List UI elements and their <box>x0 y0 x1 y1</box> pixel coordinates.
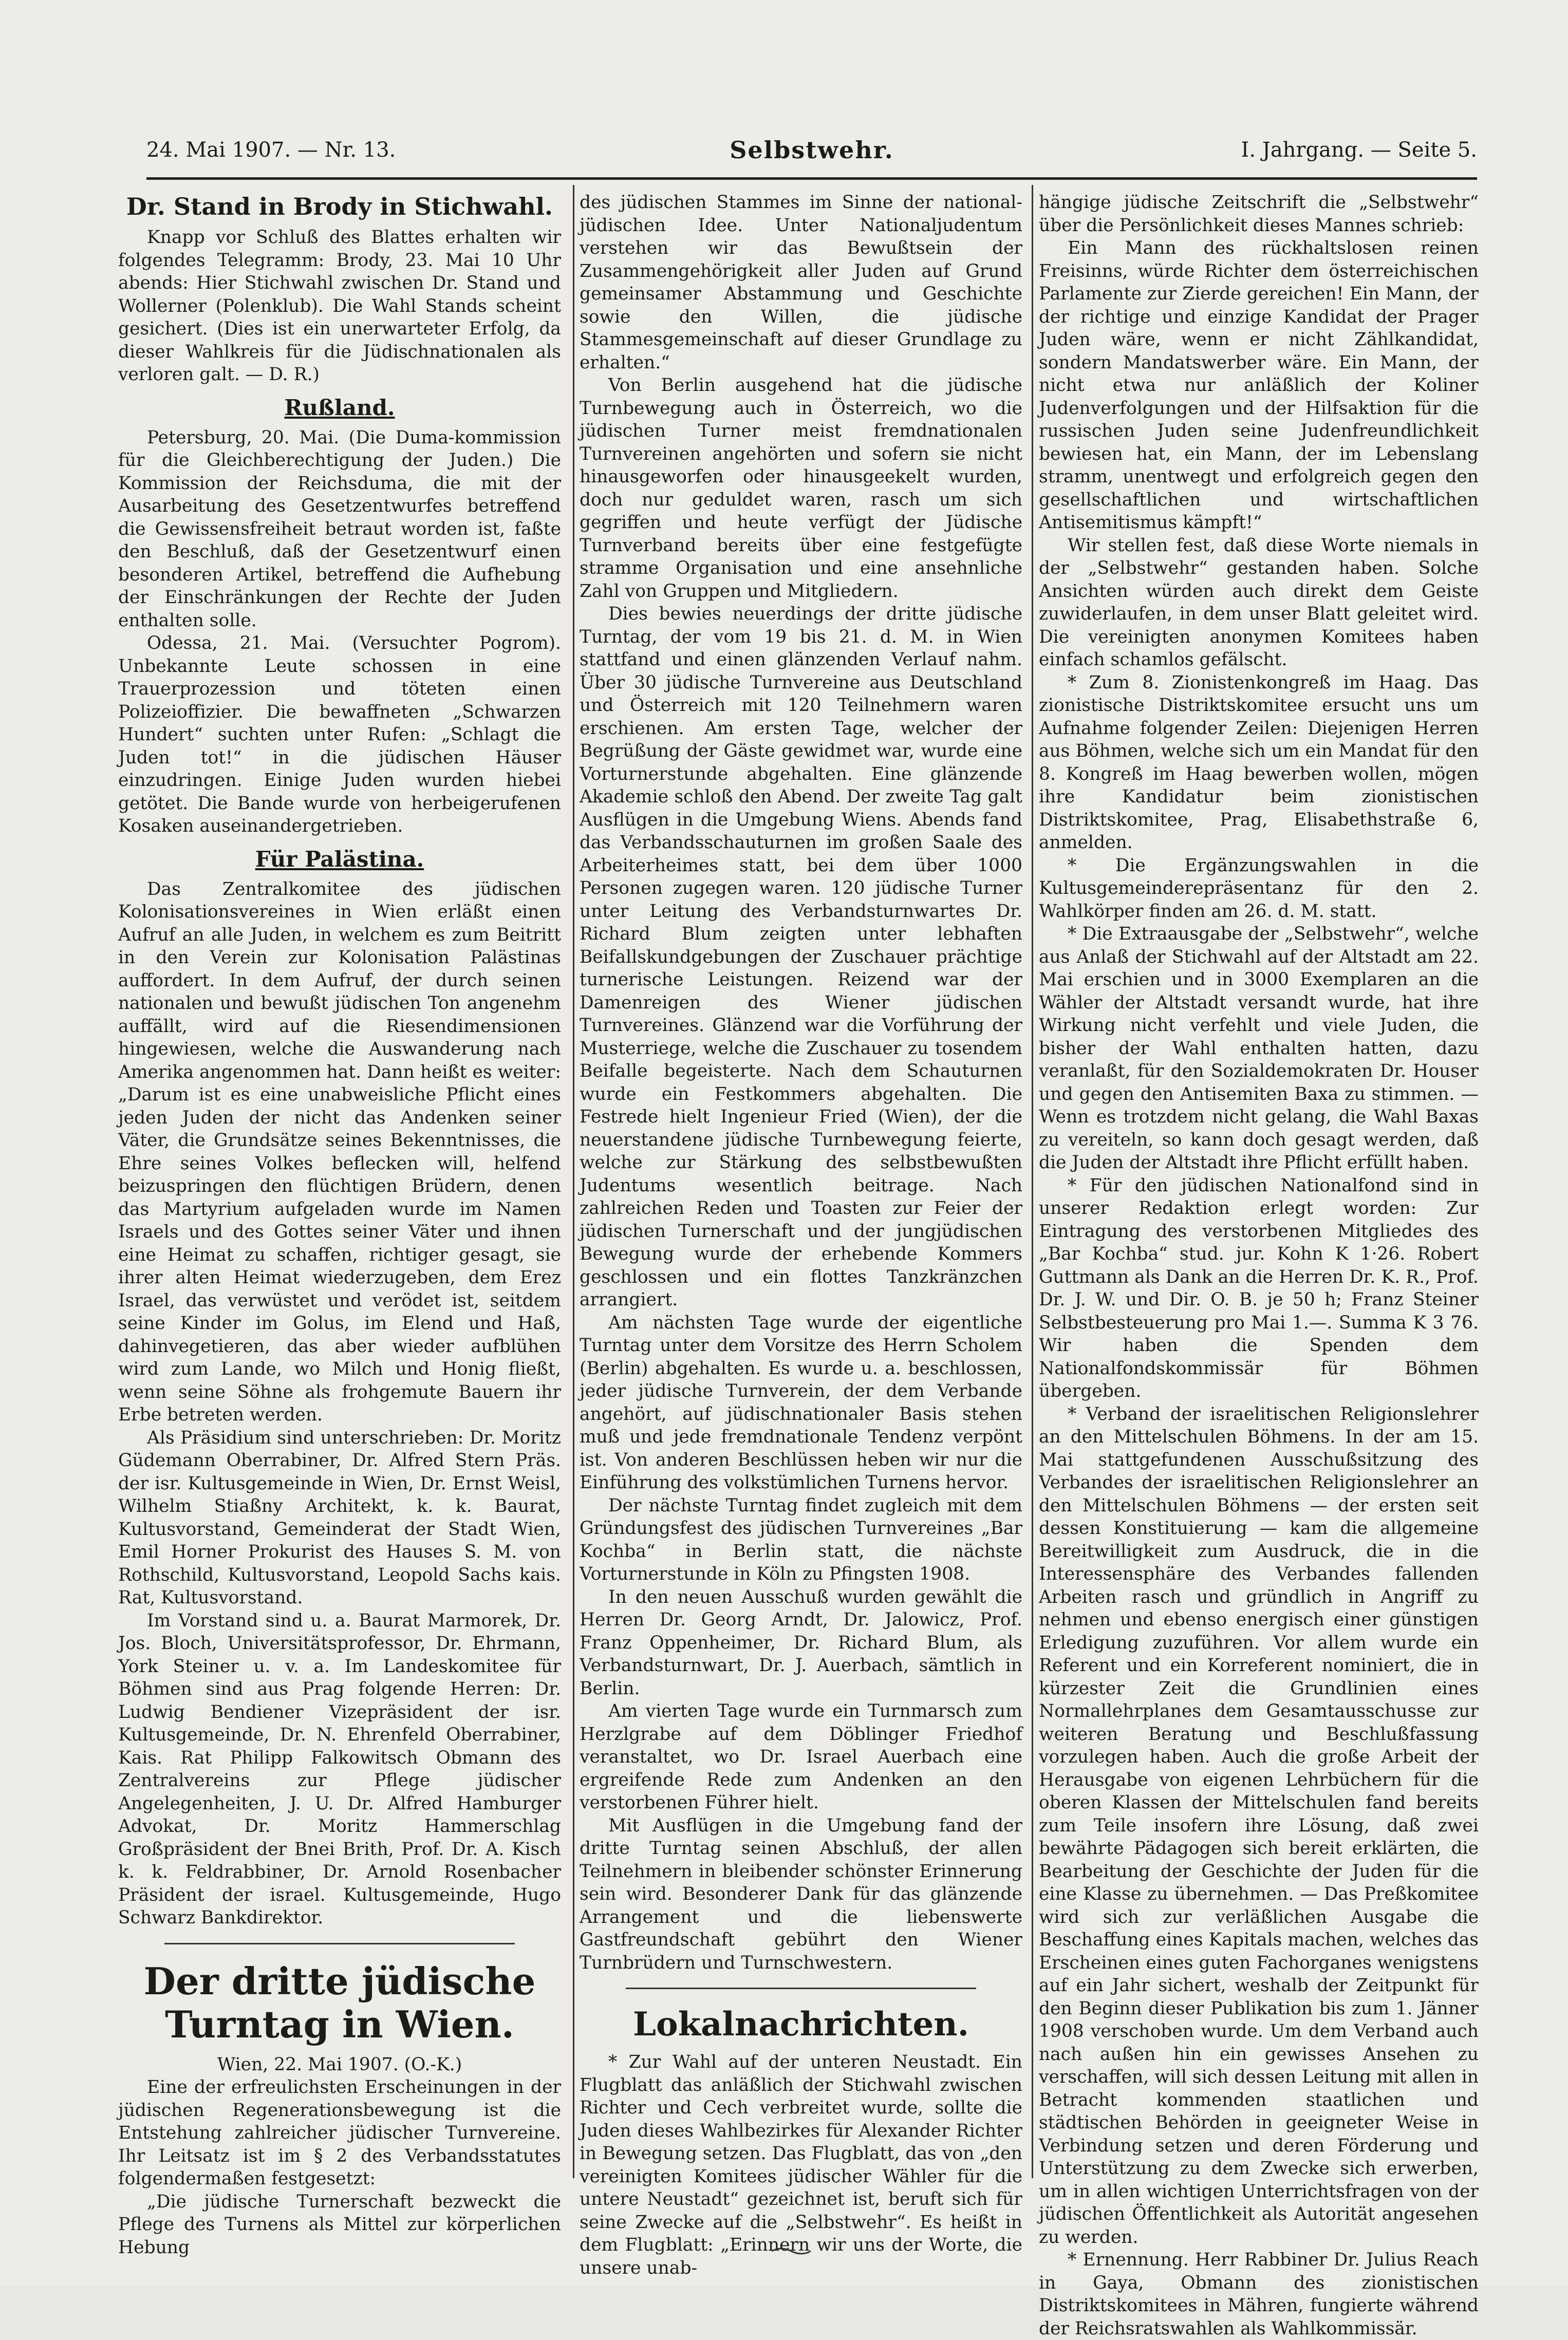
turntag-continued-2: Von Berlin ausgehend hat die jüdische Turnbewegung auch in Österreich, wo die jüdischen Turner meist fremdnationalen Turnvereinen angehörten und sofern sie nicht hinausgeworfen oder hinausgeekelt wurden, doch nur geduldet waren, rasch um sich gegriffen und heute verfügt der Jüdische Turnverband bereits über eine festgefügte stramme Organisation und eine ansehnliche Zahl von Gruppen und Mitgliedern. <box>580 375 1022 602</box>
column-divider-2 <box>1032 185 1033 2178</box>
ornament-mark <box>771 2245 812 2257</box>
turntag-continued-4: Am nächsten Tage wurde der eigentliche Turntag unter dem Vorsitze des Herrn Scholem (Berlin) abgehalten. Es wurde u. a. beschlossen, jeder jüdische Turnverein, der dem Verbande angehört, auf jüdischnationaler Basis stehen muß und jede fremdnationale Tendenz verpönt ist. Von anderen Beschlüssen heben wir nur die Einführung des volkstümlichen Turnens hervor. <box>580 1312 1022 1493</box>
stand-headline: Dr. Stand in Brody in Stichwahl. <box>126 193 553 220</box>
masthead-title: Selbstwehr. <box>730 136 894 164</box>
turntag-dateline: Wien, 22. Mai 1907. (O.-K.) <box>217 2054 462 2075</box>
page-header <box>146 135 1477 171</box>
column-1 <box>118 191 561 2258</box>
lokal-paragraph-1: * Zur Wahl auf der unteren Neustadt. Ein Flugblatt das anläßlich der Stichwahl zwischen Richter und Cech verbreitet wurde, sollte die Juden dieses Wahlbezirkes für Alexander Richter in Bewegung setzen. Das Flugblatt, das von „den vereinigten Komitees jüdischer Wähler für die untere Neustadt“ gezeichnet ist, beruft sich für seine Zwecke auf die „Selbstwehr“. Es heißt in dem Flugblatt: „Erinnern wir uns der Worte, die unsere unab- <box>580 2052 1022 2278</box>
turntag-continued-6: In den neuen Ausschuß wurden gewählt die Herren Dr. Georg Arndt, Dr. Jalowicz, Prof. Franz Oppenheimer, Dr. Richard Blum, als Verbandsturnwart, Dr. J. Auerbach, sämtlich in Berlin. <box>580 1586 1022 1699</box>
turntag-continued-3: Dies bewies neuerdings der dritte jüdische Turntag, der vom 19 bis 21. d. M. in Wien stattfand und einen glänzenden Verlauf nahm. Über 30 jüdische Turnvereine aus Deutschland und Österreich mit 120 Teilnehmern waren erschienen. Am ersten Tage, welcher der Begrüßung der Gäste gewidmet war, wurde eine Vorturnerstunde abgehalten. Eine glänzende Akademie schloß den Abend. Der zweite Tag galt Ausflügen in die Umgebung Wiens. Abends fand das Verbandsschauturnen im großen Saale des Arbeiterheimes statt, bei dem über 1000 Personen zugegen waren. 120 jüdische Turner unter Leitung des Verbandsturnwartes Dr. Richard Blum zeigten unter lebhaften Beifallskundgebungen der Zuschauer prächtige turnerische Leistungen. Reizend war der Damenreigen des Wiener jüdischen Turnvereines. Glänzend war die Vorführung der Musterriege, welche die Zuschauer zu tosendem Beifalle begeisterte. Nach dem Schauturnen wurde ein Festkommers abgehalten. Die Festrede hielt Ingenieur Fried (Wien), der die neuerstandene jüdische Turnbewegung feierte, welche zur Stärkung des selbstbewußten Judentums wesentlich beitrage. Nach zahlreichen Reden und Toasten zur Feier der jüdischen Turnerschaft und der jungjüdischen Bewegung wurde der erhebende Kommers geschlossen und ein flottes Tanzkränzchen arrangiert. <box>580 604 1022 1310</box>
turntag-continued-8: Mit Ausflügen in die Umgebung fand der dritte Turntag seinen Abschluß, der allen Teilnehmern in bleibender schönster Erinnerung sein wird. Besonderer Dank für das glänzende Arrangement und die liebenswerte Gastfreundschaft gebührt den Wiener Turnbrüdern und Turnschwestern. <box>580 1815 1022 1973</box>
palaestina-paragraph-3: Im Vorstand sind u. a. Baurat Marmorek, Dr. Jos. Bloch, Universitätsprofessor, Dr. Ehrmann, York Steiner u. v. a. Im Landeskomitee für Böhmen sind aus Prag folgende Herren: Dr. Ludwig Bendiener Vizepräsident der isr. Kultusgemeinde, Dr. N. Ehrenfeld Oberrabiner, Kais. Rat Philipp Falkowitsch Obmann des Zentralvereins zur Pflege jüdischer Angelegenheiten, J. U. Dr. Alfred Hamburger Advokat, Dr. Moritz Hammerschlag Großpräsident der Bnei Brith, Prof. Dr. A. Kisch k. k. Feldrabbiner, Dr. Arnold Rosenbacher Präsident der israel. Kultusgemeinde, Hugo Schwarz Bankdirektor. <box>118 1610 561 1928</box>
odessa-article: Odessa, 21. Mai. (Versuchter Pogrom). Unbekannte Leute schossen in eine Trauerprozession und töteten einen Polizeioffizier. Die bewaffneten „Schwarzen Hundert“ suchten unter Rufen: „Schlagt die Juden tot!“ in die jüdischen Häuser einzudringen. Einige Juden wurden hiebei getötet. Die Bande wurde von herbeigerufenen Kosaken auseinandergetrieben. <box>118 633 561 836</box>
lokal-quote: Ein Mann des rückhaltslosen reinen Freisinns, würde Richter dem österreichischen Parlamente zur Zierde gereichen! Ein Mann, der der richtige und einzige Kandidat der Prager Juden wäre, wenn er nicht Zählkandidat, sondern Mandatswerber wäre. Ein Mann, der nicht etwa nur anläßlich der Koliner Judenverfolgungen und der Hilfsaktion für die russischen Juden seine Judenfreundlichkeit bewiesen hat, ein Mann, der im Lebenslang stramm, unentwegt und erfolgreich gegen den gesellschaftlichen und wirtschaftlichen Antisemitismus kämpft!“ <box>1039 238 1479 533</box>
petersburg-article: Petersburg, 20. Mai. (Die Duma-kommission für die Gleichberechtigung der Juden.) Die Kommission der Reichsduma, die mit der Ausarbeitung des Gesetzentwurfes betreffend die Gewissensfreiheit betraut worden ist, faßte den Beschluß, daß der Gesetzentwurf einen besonderen Artikel, betreffend die Aufhebung der Einschränkungen der Rechte der Juden enthalten solle. <box>118 427 561 631</box>
turntag-continued-5: Der nächste Turntag findet zugleich mit dem Gründungsfest des jüdischen Turnvereines „Bar Kochba“ in Berlin statt, die nächste Vorturnerstunde in Köln zu Pfingsten 1908. <box>580 1495 1022 1584</box>
stand-article: Knapp vor Schluß des Blattes erhalten wir folgendes Telegramm: Brody, 23. Mai 10 Uhr abends: Hier Stichwahl zwischen Dr. Stand und Wollerner (Polenklub). Die Wahl Stands scheint gesichert. (Dies ist ein unerwarteter Erfolg, da dieser Wahlkreis für die Jüdischnationalen als verloren galt. — D. R.) <box>118 227 561 385</box>
turntag-paragraph-2: „Die jüdische Turnerschaft bezweckt die Pflege des Turnens als Mittel zur körperlichen Hebung <box>118 2191 561 2258</box>
column-2 <box>580 191 1022 2278</box>
column-3 <box>1039 191 1479 2339</box>
lokal-continued-2: Wir stellen fest, daß diese Worte niemals in der „Selbstwehr“ gestanden haben. Solche Ansichten würden auch direkt dem Geiste zuwiderlaufen, in dem unser Blatt geleitet wird. Die vereinigten anonymen Komitees haben einfach schamlos gefälscht. <box>1039 535 1479 670</box>
turntag-headline: Der dritte jüdische Turntag in Wien. <box>143 1959 536 2046</box>
palaestina-heading: Für Palästina. <box>255 846 424 872</box>
turntag-paragraph-1: Eine der erfreulichsten Erscheinungen in der jüdischen Regenerationsbewegung ist die Entstehung zahlreicher jüdischer Turnvereine. Ihr Leitsatz ist im § 2 des Verbandsstatutes folgendermaßen festgesetzt: <box>118 2077 561 2189</box>
ernennung-item: * Ernennung. Herr Rabbiner Dr. Julius Reach in Gaya, Obmann des zionistischen Distriktskomitees in Mähren, fungierte während der Reichsratswahlen als Wahlkommissär. <box>1039 2250 1479 2339</box>
issue-date: 24. Mai 1907. — Nr. 13. <box>146 138 396 162</box>
header-rule <box>146 177 1477 180</box>
nationalfond-item: * Für den jüdischen Nationalfond sind in unserer Redaktion erlegt worden: Zur Eintragung des verstorbenen Mitgliedes des „Bar Kochba“ stud. jur. Kohn K 1·26. Robert Guttmann als Dank an die Herren Dr. K. R., Prof. Dr. J. W. und Dir. O. B. je 50 h; Franz Steiner Selbstbesteuerung pro Mai 1.—. Summa K 3 76. Wir haben die Spenden dem Nationalfondskommissär für Böhmen übergeben. <box>1039 1175 1479 1401</box>
zionistenkongress-item: * Zum 8. Zionistenkongreß im Haag. Das zionistische Distriktskomitee ersucht uns um Aufnahme folgender Zeilen: Diejenigen Herren aus Böhmen, welche sich um ein Mandat für den 8. Kongreß im Haag bewerben wollen, mögen ihre Kandidatur beim zionistischen Distriktskomitee, Prag, Elisabethstraße 6, anmelden. <box>1039 672 1479 853</box>
russland-heading: Rußland. <box>284 395 395 420</box>
turntag-continued-7: Am vierten Tage wurde ein Turnmarsch zum Herzlgrabe auf dem Döblinger Friedhof veranstaltet, wo Dr. Israel Auerbach eine ergreifende Rede zum Andenken an den verstorbenen Führer hielt. <box>580 1701 1022 1813</box>
lokal-continued-1: hängige jüdische Zeitschrift die „Selbstwehr“ über die Persönlichkeit dieses Mannes schrieb: <box>1039 192 1479 236</box>
article-separator <box>164 1943 515 1944</box>
article-separator-2 <box>626 1988 976 1989</box>
religionslehrer-item: * Verband der israelitischen Religionslehrer an den Mittelschulen Böhmens. In der am 15. Mai stattgefundenen Ausschußsitzung des Verbandes der israelitischen Religionslehrer an den Mittelschulen Böhmens — der ersten seit dessen Konstituierung — kam die allgemeine Bereitwilligkeit zum Ausdruck, die in die Interessensphäre des Verbandes fallenden Arbeiten rasch und gründlich in Angriff zu nehmen und ebenso energisch einer günstigen Erledigung zuzuführen. Vor allem wurde ein Referent und ein Korreferent nominiert, die in kürzester Zeit die Grundlinien eines Normallehrplanes dem Gesamtausschusse zur weiteren Beratung und Beschlußfassung vorzulegen haben. Auch die große Arbeit der Herausgabe von eigenen Lehrbüchern für die oberen Klassen der Mittelschulen fand bereits zum Teile insofern ihre Lösung, daß zwei bewährte Pädagogen sich bereit erklärten, die Bearbeitung der Geschichte der Juden für die eine Klasse zu übernehmen. — Das Preßkomitee wird sich zur verläßlichen Ausgabe die Beschaffung eines Kapitals machen, welches das Erscheinen eines guten Fachorganes wenigstens auf ein Jahr sichert, weshalb der Zeitpunkt für den Beginn dieser Publikation bis zum 1. Jänner 1908 verschoben wurde. Um dem Verband auch nach außen hin ein gewisses Ansehen zu verschaffen, will sich dessen Leitung mit allen in Betracht kommenden staatlichen und städtischen Behörden in geeigneter Weise in Verbindung setzen und deren Förderung und Unterstützung zu dem Zwecke sich erwerben, um in allen wichtigen Unterrichtsfragen von der jüdischen Öffentlichkeit als Autorität angesehen zu werden. <box>1039 1403 1479 2248</box>
ergaenzungswahlen-item: * Die Ergänzungswahlen in die Kultusgemeinderepräsentanz für den 2. Wahlkörper finden am 26. d. M. statt. <box>1039 855 1479 922</box>
palaestina-paragraph-2: Als Präsidium sind unterschrieben: Dr. Moritz Güdemann Oberrabiner, Dr. Alfred Stern Präs. der isr. Kultusgemeinde in Wien, Dr. Ernst Weisl, Wilhelm Stiaßny Architekt, k. k. Baurat, Kultusvorstand, Gemeinderat der Stadt Wien, Emil Horner Prokurist des Hauses S. M. von Rothschild, Kultusvorstand, Leopold Sachs kais. Rat, Kultusvorstand. <box>118 1427 561 1608</box>
palaestina-paragraph-1: Das Zentralkomitee des jüdischen Kolonisationsvereines in Wien erläßt einen Aufruf an alle Juden, in welchem es zum Beitritt in den Verein zur Kolonisation Palästinas auffordert. In dem Aufruf, der durch seinen nationalen und bewußt jüdischen Ton angenehm auffällt, wird auf die Riesendimensionen hingewiesen, welche die Auswanderung nach Amerika angenommen hat. Dann heißt es weiter: „Darum ist es eine unabweisliche Pflicht eines jeden Juden der nicht das Andenken seiner Väter, die Grundsätze seines Bekenntnisses, die Ehre seines Volkes beflecken will, helfend beizuspringen den flüchtigen Brüdern, denen das Martyrium aufgeladen wurde im Namen Israels und des Gottes seiner Väter und ihnen eine Heimat zu schaffen, richtiger gesagt, sie ihrer alten Heimat wiederzugeben, dem Erez Israel, das verwüstet und verödet ist, seitdem seine Kinder im Golus, im Elend und Haß, dahinvegetieren, das aber wieder aufblühen wird zum Lande, wo Milch und Honig fließt, wenn seine Söhne als frohgemute Bauern ihr Erbe betreten werden. <box>118 878 561 1425</box>
lokalnachrichten-headline: Lokalnachrichten. <box>633 2005 969 2044</box>
extraausgabe-item: * Die Extraausgabe der „Selbstwehr“, welche aus Anlaß der Stichwahl auf der Altstadt am 22. Mai erschien und in 3000 Exemplaren an die Wähler der Altstadt versandt wurde, hat ihre Wirkung nicht verfehlt und viele Juden, die bisher der Wahl enthalten hatten, dazu veranlaßt, für den Sozialdemokraten Dr. Houser und gegen den Antisemiten Baxa zu stimmen. — Wenn es trotzdem nicht gelang, die Wahl Baxas zu vereiteln, so kann doch gesagt werden, daß die Juden der Altstadt ihre Pflicht erfüllt haben. <box>1039 924 1479 1173</box>
column-divider-1 <box>573 185 574 2178</box>
page-number: I. Jahrgang. — Seite 5. <box>1241 138 1477 162</box>
turntag-continued-1: des jüdischen Stammes im Sinne der national-jüdischen Idee. Unter Nationaljudentum verstehen wir das Bewußtsein der Zusammengehörigkeit aller Juden auf Grund gemeinsamer Abstammung und Geschichte sowie den Willen, die jüdische Stammesgemeinschaft auf dieser Grundlage zu erhalten.“ <box>580 192 1022 373</box>
